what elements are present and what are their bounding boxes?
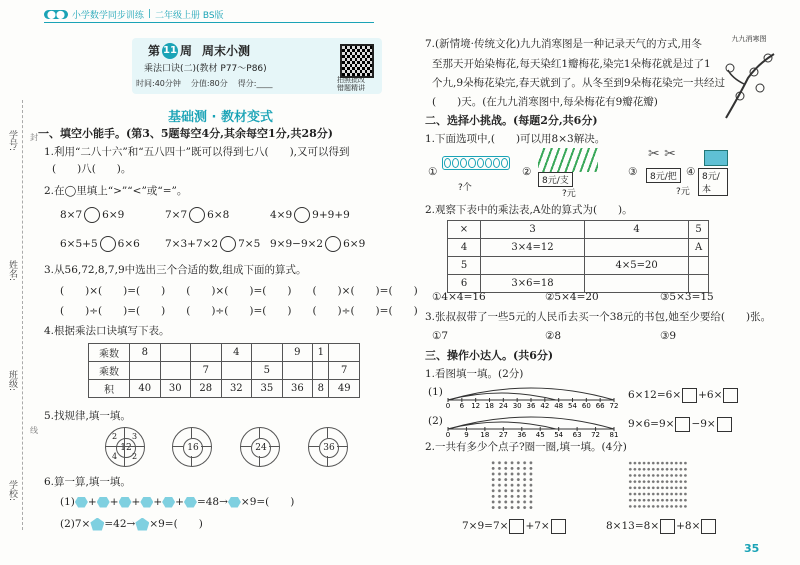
class-label: 班级: [7,370,17,392]
table-row: 乘数 8 4 9 1 [89,344,360,362]
compare-circle[interactable] [325,236,341,252]
tick-label: 60 [581,402,591,408]
option-1-figure[interactable]: ① ?个 [428,150,518,196]
plum-picture: 九九消寒图 [718,34,780,124]
compare-circle[interactable] [220,236,236,252]
s2q2-title: 2.观察下表中的乘法表,A处的算式为( )。 [425,204,633,216]
s2q3-title: 3.张叔叔带了一些5元的人民币去买一个38元的书包,她至少要给( )张。 [425,311,772,323]
s3q2-title: 2.一共有多少个点子?圈一圈,填一填。(4分) [425,441,627,453]
tick-label: 72 [609,402,618,408]
line1-label: (1) [428,386,443,398]
seal-line [22,100,23,530]
time-info: 时间:40分钟 [136,79,181,88]
s2q1-title: 1.下面选项中,( )可以用8×3解决。 [425,133,606,145]
seal-char: 封 [30,133,38,142]
tick-label: 18 [480,431,490,437]
tick-label: 66 [595,402,605,408]
tick-label: 36 [517,431,527,437]
tick-label: 12 [471,402,481,408]
s3q1-title: 1.看图填一填。(2分) [425,368,524,380]
q7-line2: 至那天开始染梅花,每天染红1瓣梅花,染完1朵梅花就是过了1 [432,58,711,70]
book-icon [704,150,728,166]
pattern-circle: 12 2 3 4 2 [105,427,145,467]
compare-circle[interactable] [100,236,116,252]
qr-code[interactable] [340,44,374,78]
compare-circle[interactable] [189,207,205,223]
q2-row2-c: 9×9−9×2 6×9 [270,238,366,250]
tick-label: 30 [512,402,522,408]
tick-label: 45 [535,431,545,437]
table-row: 4 3×4=12 A [448,239,709,257]
q6-line1: (1) + + + + + =48→ ×9=( ) [60,496,295,508]
q7-line4: ( )天。(在九九消寒图中,每朵梅花有9瓣花瓣) [432,96,658,108]
sec3-title: 三、操作小达人。(共6分) [425,349,554,362]
sec2-title: 二、选择小挑战。(每题2分,共6分) [425,114,598,127]
week-title: 第 11 周 周末小测 [148,44,251,58]
q2-title: 2.在◯里填上“>”“<”或“=”。 [44,185,188,197]
sec1-title: 一、填空小能手。(第3、5题每空4分,其余每空1分,共28分) [38,127,333,140]
q4-table [88,343,360,398]
scissors-icon: ✂ ✂ [648,146,676,162]
table-row: 积 40 30 28 32 35 36 8 49 [89,380,360,398]
school-label: 学校: [7,480,17,502]
line2-label: (2) [428,415,443,427]
option-2-figure[interactable]: ② 8元/支 ?元 [522,146,612,196]
number-label: 学号: [7,130,17,152]
q6-line2: (2)7× =42→ ×9=( ) [60,518,203,530]
s2q2-opt3[interactable]: ③5×3=15 [660,291,714,303]
table-row: 乘数 7 5 7 [89,362,360,380]
week-number: 11 [162,43,178,59]
header-bar: ⬤⬤ 小学数学同步训练 | 二年级上册 BS版 [44,7,224,21]
table-row: × 3 4 5 [448,221,709,239]
card-title: 周末小测 [202,44,251,58]
pattern-circle: 24 [240,427,280,467]
number-line-2 [446,411,618,437]
eq1: 6×12=6× +6× [628,387,739,403]
tick-label: 48 [554,402,564,408]
q3-row2: ( )÷( )=( ) ( )÷( )=( ) ( )÷( )=( ) [60,305,418,317]
s2q2-opt1[interactable]: ①4×4=16 [432,291,486,303]
s2q3-opt3[interactable]: ③9 [660,330,677,342]
grade-label: 二年级上册 BS版 [154,10,224,21]
tick-label: 18 [485,402,494,408]
table-row: 5 4×5=20 [448,257,709,275]
compare-circle[interactable] [294,207,310,223]
q1-line2: ( )八( )。 [52,163,132,175]
q1-line1: 1.利用“二八十六”和“五八四十”既可以得到七八( ),又可以得到 [44,146,350,158]
eq4: 8×13=8× +8× [606,518,717,534]
s2q2-opt2[interactable]: ②5×4=20 [545,291,599,303]
section-banner: 基础测 · 教材变式 [168,110,273,125]
header-rule [44,22,374,23]
name-label: 姓名: [7,260,17,282]
q7-line1: 7.(新情境·传统文化)九九消寒图是一种记录天气的方式,用冬 [425,38,702,50]
plum-branch-icon [718,44,780,122]
pattern-circle: 36 [308,427,348,467]
qr-caption: 拍照批改 错题精讲 [337,76,365,92]
week-card [132,38,382,94]
line-char: 线 [30,426,38,435]
q5-title: 5.找规律,填一填。 [44,410,131,422]
compare-circle[interactable] [84,207,100,223]
s2q3-opt1[interactable]: ①7 [432,330,449,342]
s2q2-table [447,220,709,293]
eq3: 7×9=7× +7× [462,518,567,534]
q3-row1: ( )×( )=( ) ( )×( )=( ) ( )×( )=( ) [60,285,418,297]
table-row: 6 3×6=18 [448,275,709,293]
q3-title: 3.从56,72,8,7,9中选出三个合适的数,组成下面的算式。 [44,264,307,276]
number-line-1 [446,382,618,408]
tick-label: 54 [554,431,564,437]
score-info: 分值:80分 [190,79,228,88]
tick-label: 72 [591,431,601,437]
tick-label: 27 [498,431,508,437]
pattern-circle: 16 [172,427,212,467]
card-subtitle: 乘法口诀(二)(教材 P77～P86) [144,64,267,74]
logo-badge: ⬤⬤ [44,10,68,19]
got-info: 得分:____ [237,79,273,88]
eq2: 9×6=9× −9× [628,416,733,432]
tick-label: 24 [498,402,508,408]
series-name: 小学数学同步训练 [71,10,144,21]
q4-title: 4.根据乘法口诀填写下表。 [44,325,170,337]
q2-row2-b: 7×3+7×2 7×5 [165,238,261,250]
dot-grid-8x13[interactable] [628,460,688,510]
tick-label: 6 [459,402,465,408]
tick-label: 63 [572,431,582,437]
dot-grid-7x9[interactable] [490,460,534,510]
q7-line3: 个九,9朵梅花染完,春天就到了。从冬至到9朵梅花染完一共经过 [432,77,726,89]
card-info [136,78,272,89]
tick-label: 54 [568,402,577,408]
option-3-4-figure[interactable]: ③ ✂ ✂ 8元/把 ④ 8元/本 ?元 [628,146,728,196]
q6-title: 6.算一算,填一填。 [44,476,131,488]
tick-label: 9 [464,431,469,437]
tick-label: 0 [446,431,451,437]
s2q3-opt2[interactable]: ②8 [545,330,562,342]
tick-label: 36 [526,402,536,408]
q2-row1-b: 7×7 6×8 [165,209,230,221]
q2-row2-a: 6×5+5 6×6 [60,238,140,250]
page-number: 35 [744,542,760,555]
tick-label: 81 [609,431,618,437]
tick-label: 42 [540,402,550,408]
tick-label: 0 [446,402,451,408]
q2-row1-c: 4×9 9+9+9 [270,209,350,221]
q2-row1-a: 8×7 6×9 [60,209,125,221]
